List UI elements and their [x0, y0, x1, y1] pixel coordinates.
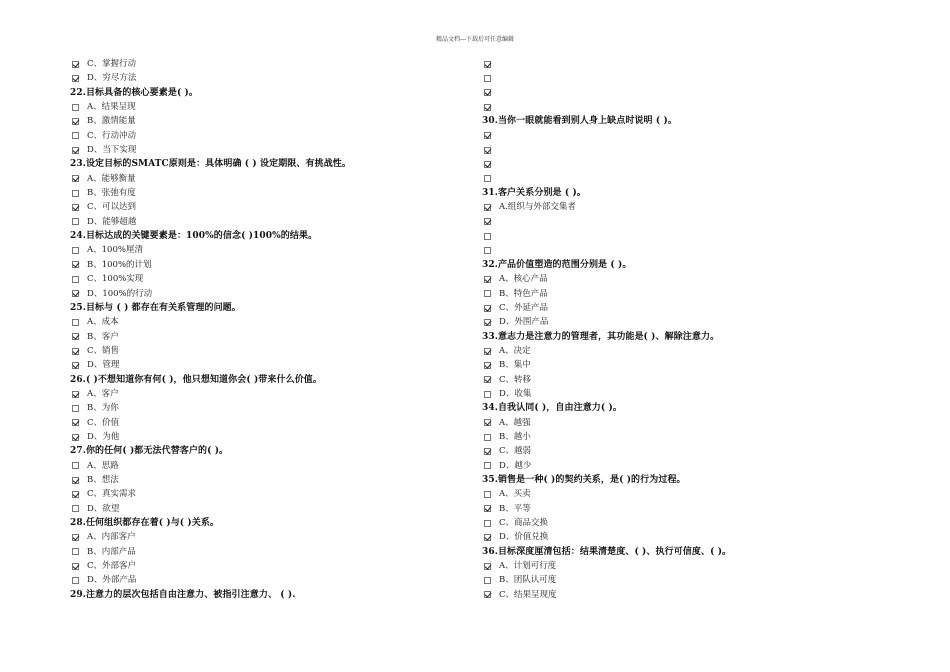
option-label: A、成本	[87, 317, 119, 328]
checked-checkbox[interactable]	[72, 290, 79, 297]
answer-option[interactable]	[70, 430, 450, 444]
page-header: 精品文档---下载后可任意编辑	[435, 36, 515, 43]
question-label: 33.意志力是注意力的管理者，其功能是( )、解除注意力。	[482, 331, 720, 342]
checked-checkbox[interactable]	[484, 591, 491, 598]
option-label: B、团队认可度	[499, 575, 557, 586]
answer-option[interactable]	[482, 588, 862, 602]
option-label: C、销售	[87, 345, 120, 356]
checked-checkbox[interactable]	[72, 477, 79, 484]
checked-checkbox[interactable]	[72, 391, 79, 398]
option-label: D、100%的行动	[87, 288, 153, 299]
question-label: 24.目标达成的关键要素是：100%的信念( )100%的结果。	[70, 231, 318, 242]
checked-checkbox[interactable]	[72, 261, 79, 268]
answer-option[interactable]	[70, 243, 450, 257]
answer-option[interactable]	[70, 459, 450, 473]
answer-option[interactable]	[70, 559, 450, 573]
unchecked-checkbox[interactable]	[484, 520, 491, 527]
checked-checkbox[interactable]	[72, 118, 79, 125]
answer-option[interactable]	[70, 258, 450, 272]
unchecked-checkbox[interactable]	[72, 319, 79, 326]
answer-option[interactable]	[70, 272, 450, 286]
checked-checkbox[interactable]	[484, 505, 491, 512]
question-text	[70, 229, 450, 243]
answer-option[interactable]	[482, 459, 862, 473]
option-label: C、外部客户	[87, 561, 137, 572]
option-label: A、决定	[499, 345, 531, 356]
checked-checkbox[interactable]	[484, 348, 491, 355]
question-label: 36.目标深度厘清包括：结果清楚度、( )、执行可信度、( )。	[482, 546, 732, 557]
answer-option[interactable]	[482, 430, 862, 444]
question-label: 31.客户关系分别是 ( )。	[482, 188, 586, 199]
checked-checkbox[interactable]	[484, 276, 491, 283]
option-label: A、客户	[87, 388, 119, 399]
answer-option[interactable]	[482, 487, 862, 501]
question-label: 32.产品价值塑造的范围分别是 ( )。	[482, 259, 632, 270]
unchecked-checkbox[interactable]	[484, 391, 491, 398]
answer-option[interactable]	[482, 444, 862, 458]
checked-checkbox[interactable]	[484, 376, 491, 383]
answer-option[interactable]	[70, 143, 450, 157]
option-label: A、买卖	[499, 489, 531, 500]
answer-option[interactable]	[482, 229, 862, 243]
question-label: 30.当你一眼就能看到别人身上缺点时说明 ( )。	[482, 116, 677, 127]
option-label: A、内部客户	[87, 532, 136, 543]
checked-checkbox[interactable]	[72, 204, 79, 211]
answer-option[interactable]	[70, 401, 450, 415]
question-text	[70, 373, 450, 387]
question-label: 34.自我认同( )，自由注意力( )。	[482, 403, 622, 414]
option-label: C、可以达到	[87, 202, 137, 213]
checked-checkbox[interactable]	[72, 147, 79, 154]
option-label: C、真实需求	[87, 489, 137, 500]
question-text	[482, 114, 862, 128]
question-text	[70, 86, 450, 100]
question-label: 22.目标具备的核心要素是( )。	[70, 87, 199, 98]
answer-option[interactable]	[70, 100, 450, 114]
option-label: B、激情能量	[87, 116, 136, 127]
option-label: A、计划可行度	[499, 561, 557, 572]
answer-option[interactable]	[482, 373, 862, 387]
answer-option[interactable]	[70, 186, 450, 200]
left-column	[70, 57, 450, 602]
answer-option[interactable]	[482, 57, 862, 71]
unchecked-checkbox[interactable]	[484, 491, 491, 498]
option-label: C、越弱	[499, 446, 532, 457]
question-text	[482, 473, 862, 487]
option-label: A、核心产品	[499, 274, 548, 285]
checked-checkbox[interactable]	[484, 419, 491, 426]
unchecked-checkbox[interactable]	[72, 132, 79, 139]
question-text	[70, 157, 450, 171]
answer-option[interactable]	[482, 416, 862, 430]
unchecked-checkbox[interactable]	[484, 247, 491, 254]
option-label: B、集中	[499, 360, 531, 371]
checked-checkbox[interactable]	[484, 89, 491, 96]
option-label: A、100%厘清	[87, 245, 143, 256]
answer-option[interactable]	[70, 344, 450, 358]
question-label: 26.( )不想知道你有何( )，他只想知道你会( )带来什么价值。	[70, 374, 323, 385]
unchecked-checkbox[interactable]	[72, 505, 79, 512]
option-label: D、收集	[499, 388, 532, 399]
option-label: C、转移	[499, 374, 532, 385]
checked-checkbox[interactable]	[484, 61, 491, 68]
answer-option[interactable]	[482, 559, 862, 573]
question-label: 27.你的任何( )都无法代替客户的( )。	[70, 446, 229, 457]
option-label: C、掌握行动	[87, 59, 137, 69]
question-label: 25.目标与 ( ) 都存在有关系管理的问题。	[70, 302, 241, 313]
answer-option[interactable]	[70, 71, 450, 85]
option-label: D、欲望	[87, 503, 120, 514]
checked-checkbox[interactable]	[484, 218, 491, 225]
question-label: 35.销售是一种( )的契约关系，是( )的行为过程。	[482, 474, 686, 485]
answer-option[interactable]	[482, 344, 862, 358]
option-label: C、外延产品	[499, 302, 549, 313]
unchecked-checkbox[interactable]	[72, 548, 79, 555]
option-label: A、能够衡量	[87, 173, 136, 184]
answer-option[interactable]	[70, 387, 450, 401]
option-label: B、客户	[87, 331, 119, 342]
answer-option[interactable]	[482, 172, 862, 186]
unchecked-checkbox[interactable]	[484, 233, 491, 240]
unchecked-checkbox[interactable]	[72, 218, 79, 225]
answer-option[interactable]	[482, 530, 862, 544]
unchecked-checkbox[interactable]	[72, 104, 79, 111]
unchecked-checkbox[interactable]	[484, 75, 491, 82]
unchecked-checkbox[interactable]	[72, 247, 79, 254]
checked-checkbox[interactable]	[72, 175, 79, 182]
answer-option[interactable]	[482, 387, 862, 401]
unchecked-checkbox[interactable]	[72, 276, 79, 283]
question-label: 29.注意力的层次包括自由注意力、被指引注意力、 ( ).	[70, 589, 296, 600]
option-label: B、为你	[87, 403, 119, 414]
answer-option[interactable]	[70, 545, 450, 559]
option-label: D、越少	[499, 460, 532, 471]
checked-checkbox[interactable]	[72, 362, 79, 369]
question-text	[482, 545, 862, 559]
answer-option[interactable]	[70, 287, 450, 301]
answer-option[interactable]	[482, 516, 862, 530]
question-text	[482, 258, 862, 272]
option-label: C、价值	[87, 417, 120, 428]
option-label: D、管理	[87, 360, 120, 371]
answer-option[interactable]	[482, 71, 862, 85]
checked-checkbox[interactable]	[72, 434, 79, 441]
answer-option[interactable]	[70, 129, 450, 143]
checked-checkbox[interactable]	[484, 448, 491, 455]
answer-option[interactable]	[70, 330, 450, 344]
checked-checkbox[interactable]	[72, 419, 79, 426]
option-label: A、结果呈现	[87, 102, 136, 113]
option-label: D、当下实现	[87, 145, 137, 156]
checked-checkbox[interactable]	[484, 161, 491, 168]
checked-checkbox[interactable]	[484, 204, 491, 211]
unchecked-checkbox[interactable]	[72, 462, 79, 469]
answer-option[interactable]	[70, 358, 450, 372]
checked-checkbox[interactable]	[72, 61, 79, 68]
answer-option[interactable]	[482, 157, 862, 171]
answer-option[interactable]	[70, 530, 450, 544]
answer-option[interactable]	[70, 200, 450, 214]
option-label: B、想法	[87, 474, 119, 485]
checked-checkbox[interactable]	[484, 305, 491, 312]
answer-option[interactable]	[70, 172, 450, 186]
option-label: D、为他	[87, 431, 120, 442]
option-label: C、行动冲动	[87, 130, 137, 141]
answer-option[interactable]	[482, 272, 862, 286]
unchecked-checkbox[interactable]	[484, 577, 491, 584]
option-label: B、越小	[499, 431, 531, 442]
unchecked-checkbox[interactable]	[484, 175, 491, 182]
answer-option[interactable]	[482, 502, 862, 516]
checked-checkbox[interactable]	[72, 333, 79, 340]
checked-checkbox[interactable]	[72, 534, 79, 541]
answer-option[interactable]	[482, 301, 862, 315]
option-label: D、穷尽方法	[87, 73, 137, 84]
unchecked-checkbox[interactable]	[72, 405, 79, 412]
option-label: D、外部产品	[87, 575, 137, 586]
answer-option[interactable]	[482, 243, 862, 257]
checked-checkbox[interactable]	[484, 319, 491, 326]
answer-option[interactable]	[482, 86, 862, 100]
answer-option[interactable]	[70, 315, 450, 329]
answer-option[interactable]	[70, 473, 450, 487]
answer-option[interactable]	[70, 114, 450, 128]
unchecked-checkbox[interactable]	[484, 434, 491, 441]
question-text	[482, 186, 862, 200]
question-text	[482, 330, 862, 344]
answer-option[interactable]	[482, 215, 862, 229]
checked-checkbox[interactable]	[72, 75, 79, 82]
option-label: B、平等	[499, 503, 531, 514]
answer-option[interactable]	[482, 129, 862, 143]
option-label: D、外围产品	[499, 317, 549, 328]
checked-checkbox[interactable]	[72, 348, 79, 355]
answer-option[interactable]	[482, 358, 862, 372]
question-label: 23.设定目标的SMATC原则是：具体明确 ( ) 设定期限、有挑战性。	[70, 159, 351, 170]
answer-option[interactable]	[482, 100, 862, 114]
option-label: D、能够超越	[87, 216, 137, 227]
option-label: A、越强	[499, 417, 531, 428]
option-label: D、价值兑换	[499, 532, 549, 543]
answer-option[interactable]	[70, 57, 450, 71]
question-text	[70, 516, 450, 530]
checked-checkbox[interactable]	[484, 147, 491, 154]
answer-option[interactable]	[482, 143, 862, 157]
right-column	[482, 57, 862, 602]
checked-checkbox[interactable]	[72, 563, 79, 570]
answer-option[interactable]	[70, 215, 450, 229]
option-label: C、商品交换	[499, 518, 549, 528]
answer-option[interactable]	[70, 502, 450, 516]
question-text	[482, 401, 862, 415]
checked-checkbox[interactable]	[484, 132, 491, 139]
checked-checkbox[interactable]	[72, 491, 79, 498]
checked-checkbox[interactable]	[484, 563, 491, 570]
answer-option[interactable]	[70, 416, 450, 430]
checked-checkbox[interactable]	[484, 362, 491, 369]
option-label: A、思路	[87, 460, 119, 471]
option-label: B、张弛有度	[87, 188, 136, 199]
answer-option[interactable]	[482, 200, 862, 214]
unchecked-checkbox[interactable]	[484, 462, 491, 469]
option-label: B、100%的计划	[87, 259, 152, 270]
answer-option[interactable]	[70, 573, 450, 587]
option-label: B、内部产品	[87, 546, 136, 557]
unchecked-checkbox[interactable]	[484, 290, 491, 297]
unchecked-checkbox[interactable]	[72, 190, 79, 197]
option-label: C、100%实现	[87, 274, 144, 285]
answer-option[interactable]	[482, 287, 862, 301]
answer-option[interactable]	[482, 573, 862, 587]
option-label: B、特色产品	[499, 288, 548, 299]
option-label: C、结果呈现度	[499, 589, 557, 600]
answer-option[interactable]	[70, 487, 450, 501]
checked-checkbox[interactable]	[484, 534, 491, 541]
question-text	[70, 444, 450, 458]
question-text	[70, 301, 450, 315]
answer-option[interactable]	[482, 315, 862, 329]
checked-checkbox[interactable]	[484, 104, 491, 111]
question-label: 28.任何组织都存在着( )与( )关系。	[70, 518, 220, 528]
option-label: A.组织与外部交集者	[499, 202, 576, 213]
unchecked-checkbox[interactable]	[72, 577, 79, 584]
question-text	[70, 588, 450, 602]
